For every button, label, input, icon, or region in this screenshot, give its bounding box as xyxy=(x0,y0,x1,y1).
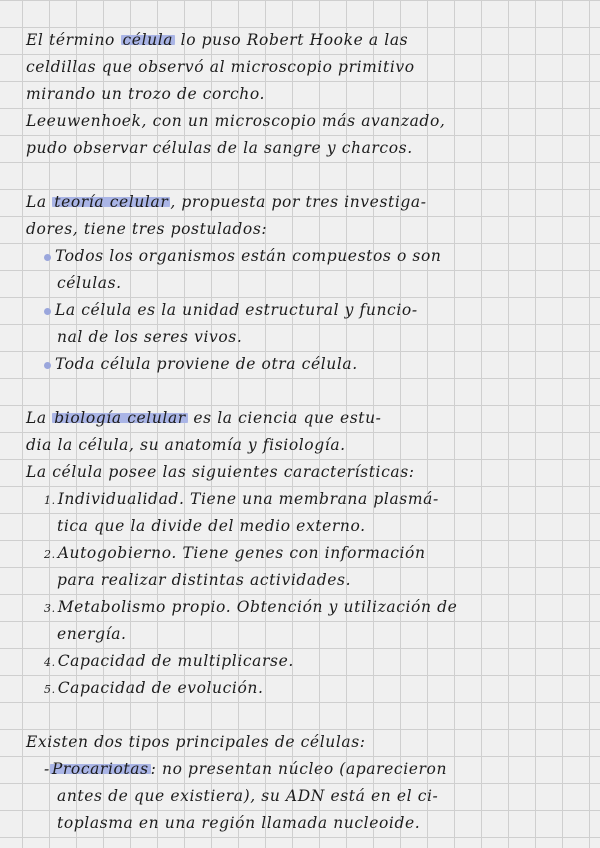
text: Capacidad de multiplicarse. xyxy=(57,652,294,670)
p1-line-2: celdillas que observó al microscopio primitivo xyxy=(26,58,415,76)
text: Individualidad. Tiene una membrana plasmá- xyxy=(57,490,439,508)
highlight-celula: célula xyxy=(122,31,174,49)
p1-line-5: pudo observar células de la sangre y charcos. xyxy=(26,139,413,157)
highlight-biologia-celular: biología celular xyxy=(54,409,186,427)
bullet-dot-icon xyxy=(44,254,51,261)
item-number: 2. xyxy=(44,548,56,561)
dash: - xyxy=(44,760,50,778)
p2-bullet-1 xyxy=(44,243,442,270)
text: El término xyxy=(26,31,121,49)
highlight-procariotas: Procariotas xyxy=(51,760,149,778)
text: La xyxy=(26,409,53,427)
text: lo puso Robert Hooke a las xyxy=(175,31,409,49)
p2-bullet-1-cont: células. xyxy=(57,274,122,292)
p2-line-1 xyxy=(26,189,427,216)
text: Capacidad de evolución. xyxy=(57,679,264,697)
text: Toda célula proviene de otra célula. xyxy=(55,355,358,373)
p3-item-3-cont: energía. xyxy=(57,625,127,643)
p2-bullet-2-cont: nal de los seres vivos. xyxy=(57,328,243,346)
bullet-dot-icon xyxy=(44,362,51,369)
p2-line-2: dores, tiene tres postulados: xyxy=(26,220,268,238)
text: Autogobierno. Tiene genes con información xyxy=(57,544,426,562)
p3-item-1-cont: tica que la divide del medio externo. xyxy=(57,517,366,535)
text: : no presentan núcleo (aparecieron xyxy=(150,760,448,778)
p3-line-1 xyxy=(26,405,382,432)
text: , propuesta por tres investiga- xyxy=(170,193,427,211)
p3-item-1 xyxy=(44,486,439,513)
item-number: 5. xyxy=(44,683,56,696)
bullet-dot-icon xyxy=(44,308,51,315)
p4-line-1: Existen dos tipos principales de células: xyxy=(26,733,366,751)
p4-line-2 xyxy=(44,756,447,783)
p3-item-4 xyxy=(44,648,294,675)
p4-line-4: toplasma en una región llamada nucleoide. xyxy=(57,814,421,832)
p3-item-2 xyxy=(44,540,426,567)
p2-bullet-3 xyxy=(44,351,358,378)
p3-line-2: dia la célula, su anatomía y fisiología. xyxy=(26,436,346,454)
text: La xyxy=(26,193,53,211)
p3-item-2-cont: para realizar distintas actividades. xyxy=(57,571,352,589)
highlight-teoria-celular: teoría celular xyxy=(54,193,169,211)
p1-line-3: mirando un trozo de corcho. xyxy=(26,85,266,103)
text: La célula es la unidad estructural y funcio- xyxy=(55,301,418,319)
text: Todos los organismos están compuestos o son xyxy=(55,247,442,265)
p3-line-3: La célula posee las siguientes características: xyxy=(26,463,415,481)
p4-line-3: antes de que existiera), su ADN está en el ci- xyxy=(57,787,439,805)
item-number: 3. xyxy=(44,602,56,615)
p3-item-5 xyxy=(44,675,264,702)
p1-line-1 xyxy=(26,27,408,54)
text: Metabolismo propio. Obtención y utilización de xyxy=(57,598,458,616)
p2-bullet-2 xyxy=(44,297,418,324)
text: es la ciencia que estu- xyxy=(187,409,382,427)
item-number: 1. xyxy=(44,494,56,507)
p1-line-4: Leeuwenhoek, con un microscopio más avanzado, xyxy=(26,112,446,130)
item-number: 4. xyxy=(44,656,56,669)
p3-item-3 xyxy=(44,594,457,621)
